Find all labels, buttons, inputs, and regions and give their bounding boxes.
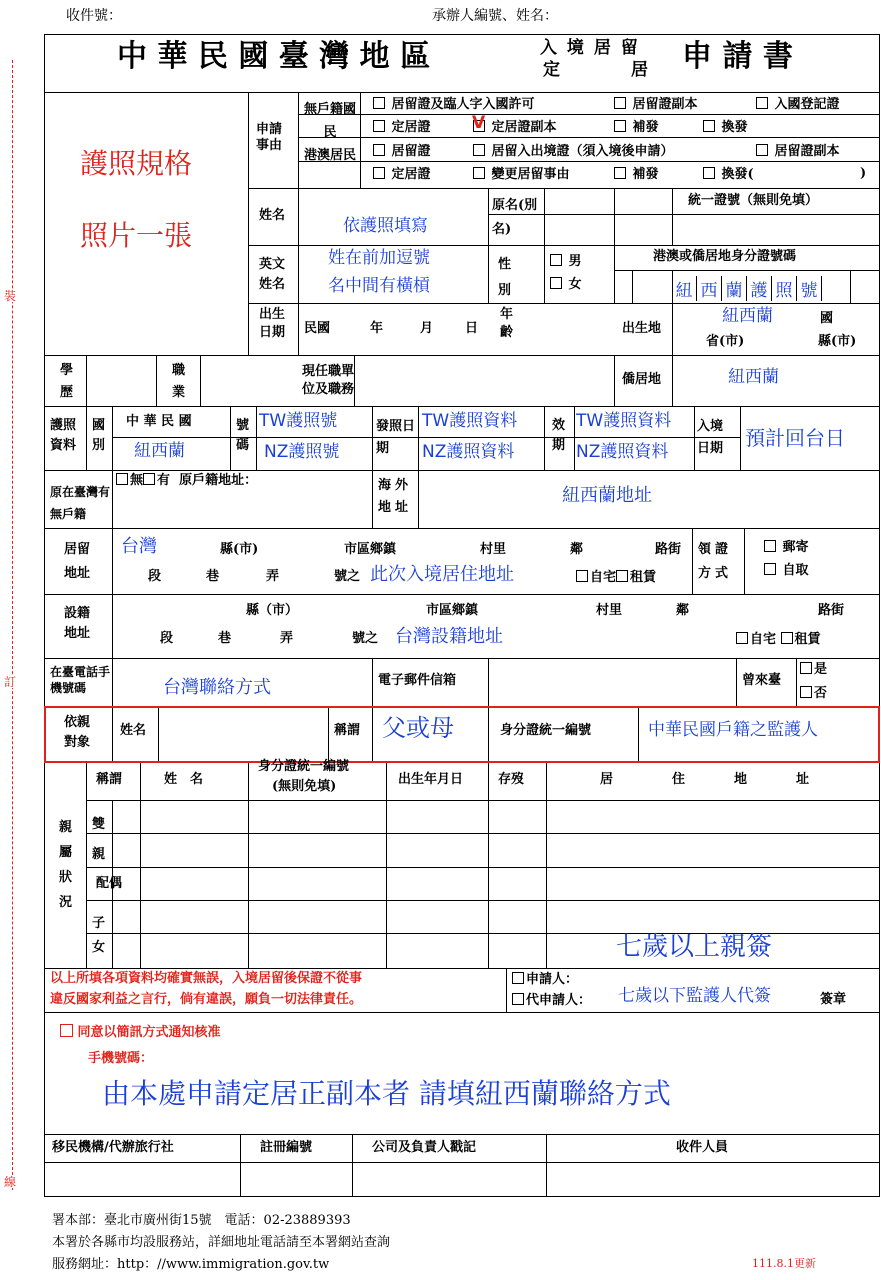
- valid-nz[interactable]: NZ護照資料: [576, 442, 669, 462]
- option-settlement-certificate[interactable]: 定居證: [373, 120, 431, 134]
- relatives-sign-note[interactable]: 七歲以上親簽: [616, 932, 773, 962]
- seal-label: 簽章: [820, 992, 847, 1007]
- birth-roc: 民國: [304, 321, 331, 336]
- passport-no-tw[interactable]: TW護照號: [259, 411, 338, 431]
- birth-place-label: 出生地: [622, 321, 662, 336]
- residence-label: 居留地址: [64, 542, 91, 581]
- relatives-side-label: 親屬狀況: [59, 820, 73, 910]
- pickup-method-label: 領證方式: [698, 542, 733, 581]
- pickup-mail-option[interactable]: 郵寄: [764, 540, 809, 554]
- option-entry-certificate[interactable]: 入國登記證: [756, 97, 840, 111]
- name-value[interactable]: 依護照填寫: [343, 216, 428, 236]
- reg-number: 號之: [352, 631, 379, 646]
- footer-col-stamp: 公司及負責人戳記: [372, 1140, 477, 1155]
- option-renew-1[interactable]: 換發: [703, 120, 748, 134]
- residence-lane: 巷: [206, 569, 220, 584]
- receipt-number-label: 收件號：: [66, 8, 122, 24]
- footer-col-agency: 移民機構/代辦旅行社: [52, 1140, 174, 1155]
- birth-month: 月: [420, 321, 434, 336]
- phone-label: 在臺電話手機號碼: [50, 665, 111, 695]
- residence-section: 段: [148, 569, 162, 584]
- residence-town: 市區鄉鎮: [344, 542, 397, 557]
- residence-taiwan[interactable]: 台灣: [121, 536, 157, 557]
- footer-version: 111.8.1更新: [752, 1257, 816, 1270]
- reg-village: 村里: [596, 603, 623, 618]
- birth-day: 日: [465, 321, 479, 336]
- relatives-header-id: 身分證統一編號: [258, 759, 350, 774]
- footer-website[interactable]: 服務網址：http：//www.immigration.gov.tw: [52, 1257, 330, 1272]
- footer-stations: 本署於各縣市均設服務站，詳細地址電話請至本署網站查詢: [52, 1235, 391, 1250]
- footer-col-receiver: 收件人員: [676, 1140, 729, 1155]
- footer-address: 署本部：臺北市廣州街15號 電話：02-23889393: [52, 1213, 351, 1228]
- sms-note[interactable]: 由本處申請定居正副本者 請填紐西蘭聯絡方式: [102, 1077, 671, 1110]
- work-unit-label: 現任職單位及職務: [302, 364, 355, 397]
- agent-value[interactable]: 七歲以下監護人代簽: [618, 986, 771, 1006]
- relatives-header-title: 稱謂: [96, 772, 123, 787]
- checkmark-icon: V: [472, 113, 486, 133]
- form-title-small-right: 居: [631, 60, 648, 80]
- been-no-option[interactable]: 否: [800, 686, 827, 700]
- passport-label: 護照資料: [50, 418, 77, 453]
- birth-country: 國: [820, 311, 834, 326]
- passport-nation-label: 國別: [92, 418, 106, 453]
- sex-male-option[interactable]: 男: [550, 254, 582, 268]
- residence-village: 村里: [480, 542, 507, 557]
- photo-note-line2: 照片一張: [80, 219, 193, 252]
- option-renew-2[interactable]: 換發(: [703, 167, 754, 181]
- photo-note-line1: 護照規格: [80, 147, 193, 180]
- relatives-header-addr-3: 地: [734, 772, 748, 787]
- form-title-main: 中 華 民 國 臺 灣 地 區: [117, 39, 431, 74]
- passport-no-label: 號碼: [236, 418, 250, 453]
- reg-section: 段: [160, 631, 174, 646]
- application-reason-label: 申請事由: [256, 122, 283, 153]
- group2-label: 港澳居民: [304, 148, 357, 163]
- original-name-label: 原名(別名): [492, 198, 538, 237]
- reg-value[interactable]: 台灣設籍地址: [395, 626, 503, 647]
- birth-place-value[interactable]: 紐西蘭: [722, 306, 773, 326]
- reg-alley: 弄: [280, 631, 294, 646]
- relatives-header-addr-4: 址: [796, 772, 810, 787]
- dependent-name-label: 姓名: [120, 723, 147, 738]
- valid-label: 效期: [552, 418, 566, 453]
- option-reissue-1[interactable]: 補發: [614, 120, 659, 134]
- option-settlement-copy[interactable]: V 定居證副本: [472, 113, 557, 135]
- residence-alley: 弄: [266, 569, 280, 584]
- dependent-title-value[interactable]: 父或母: [382, 714, 454, 742]
- english-name-label: 英文姓名: [259, 257, 286, 292]
- relatives-header-id-note: (無則免填): [272, 779, 337, 794]
- form-title-small-top: 入 境 居 留: [540, 38, 640, 58]
- birth-label: 出生日期: [259, 307, 286, 340]
- group1-label: 無戶籍國民: [304, 102, 357, 140]
- handler-label: 承辦人編號、姓名：: [432, 8, 558, 24]
- declaration-line1: 以上所填各項資料均確實無誤，入境居留後保證不從事: [50, 971, 363, 986]
- dependent-id-value[interactable]: 中華民國戶籍之監護人: [648, 720, 818, 740]
- occupation-label: 職業: [172, 363, 186, 400]
- option-hk-residence-copy[interactable]: 居留證副本: [756, 144, 840, 158]
- residence-neighbor: 鄰: [570, 542, 584, 557]
- relatives-parents-label: 雙親: [92, 817, 106, 862]
- sex-female-option[interactable]: 女: [550, 277, 582, 291]
- relatives-header-addr-1: 居: [600, 772, 614, 787]
- household-options[interactable]: 無 有 原戶籍地址：: [116, 473, 257, 487]
- residence-road: 路街: [655, 542, 682, 557]
- english-name-value-2[interactable]: 名中間有橫槓: [328, 276, 430, 296]
- agent-option[interactable]: 代申請人：: [512, 993, 591, 1007]
- overseas-residence-label: 僑居地: [622, 372, 662, 387]
- been-to-taiwan-label: 曾來臺: [742, 673, 782, 688]
- relatives-header-alive: 存歿: [498, 772, 525, 787]
- residence-number: 號之: [334, 569, 361, 584]
- uid-label: 統一證號（無則免填）: [688, 193, 819, 208]
- household-reg-label: 設籍地址: [64, 606, 91, 641]
- option-hk-exit-entry[interactable]: 居留入出境證（須入境後申請）: [473, 144, 674, 158]
- residence-own-rent[interactable]: 自宅 租賃: [576, 570, 656, 584]
- valid-tw[interactable]: TW護照資料: [576, 411, 672, 431]
- education-label: 學歷: [60, 363, 74, 400]
- overseas-residence-value[interactable]: 紐西蘭: [728, 367, 779, 387]
- pickup-self-option[interactable]: 自取: [764, 563, 809, 577]
- issue-date-tw[interactable]: TW護照資料: [422, 411, 518, 431]
- residence-value[interactable]: 此次入境居住地址: [370, 564, 514, 585]
- sms-mobile-label: 手機號碼：: [88, 1051, 154, 1066]
- relatives-header-addr-2: 住: [672, 772, 686, 787]
- form-title-tail: 申 請 書: [682, 39, 793, 74]
- household-label: 原在臺灣有無戶籍: [50, 485, 111, 521]
- binding-dashed-line: [12, 60, 13, 1190]
- binding-mark-1: 裝: [4, 289, 17, 303]
- overseas-address-value[interactable]: 紐西蘭地址: [562, 485, 652, 506]
- issue-date-nz[interactable]: NZ護照資料: [422, 442, 515, 462]
- reg-lane: 巷: [218, 631, 232, 646]
- relatives-header-name: 姓 名: [164, 772, 204, 787]
- passport-nation-roc: 中 華 民 國: [126, 414, 192, 429]
- option-reissue-2[interactable]: 補發: [614, 167, 659, 181]
- sms-agree-option[interactable]: 同意以簡訊方式通知核准: [60, 1024, 221, 1039]
- reg-own-rent[interactable]: 自宅 租賃: [736, 632, 821, 646]
- name-label: 姓名: [259, 208, 286, 223]
- option-hk-settlement[interactable]: 定居證: [373, 167, 431, 181]
- email-label: 電子郵件信箱: [378, 673, 457, 688]
- dependent-label: 依親對象: [64, 715, 91, 750]
- applicant-option[interactable]: 申請人：: [512, 972, 578, 986]
- phone-value[interactable]: 台灣聯絡方式: [163, 677, 271, 698]
- binding-mark-2: 訂: [4, 675, 17, 689]
- option-change-reason[interactable]: 變更居留事由: [473, 167, 570, 181]
- reg-town: 市區鄉鎮: [426, 603, 479, 618]
- issue-date-label: 發照日期: [376, 419, 416, 456]
- option-residence-permit[interactable]: 居留證及臨人字入國許可: [373, 97, 535, 111]
- sex-label: 性別: [498, 257, 512, 298]
- footer-col-register: 註冊編號: [260, 1140, 313, 1155]
- english-name-value-1[interactable]: 姓在前加逗號: [328, 248, 430, 268]
- dependent-title-label: 稱謂: [334, 723, 361, 738]
- entry-date-label: 入境日期: [697, 419, 724, 456]
- birth-county: 縣(市): [818, 334, 857, 349]
- reg-county: 縣（市）: [246, 603, 299, 618]
- passport-no-nz[interactable]: NZ護照號: [264, 442, 340, 462]
- been-yes-option[interactable]: 是: [800, 662, 827, 676]
- relatives-spouse-label: 配偶: [96, 876, 123, 891]
- passport-nation-nz[interactable]: 紐西蘭: [134, 441, 185, 461]
- overseas-address-label: 海外地址: [378, 478, 413, 515]
- relatives-header-birth: 出生年月日: [398, 772, 464, 787]
- declaration-line2: 違反國家利益之言行，倘有違誤，願負一切法律責任。: [50, 992, 363, 1007]
- entry-date-value[interactable]: 預計回台日: [745, 426, 845, 450]
- hk-id-cells[interactable]: 紐 西 蘭 護 照 號: [672, 276, 822, 301]
- dependent-id-label: 身分證統一編號: [500, 723, 592, 738]
- renew-close-paren: ): [860, 166, 867, 181]
- birth-year: 年: [370, 321, 384, 336]
- option-hk-residence[interactable]: 居留證: [373, 144, 431, 158]
- residence-county: 縣(市): [220, 542, 259, 557]
- form-title-small-left: 定: [543, 60, 560, 80]
- age-label: 年齡: [500, 307, 514, 340]
- option-residence-copy[interactable]: 居留證副本: [614, 97, 698, 111]
- binding-mark-3: 線: [4, 1175, 17, 1189]
- birth-province: 省(市): [706, 334, 745, 349]
- hk-id-label: 港澳或僑居地身分證號碼: [653, 249, 797, 264]
- relatives-children-label: 子女: [92, 916, 106, 955]
- reg-road: 路街: [818, 603, 845, 618]
- reg-neighbor: 鄰: [676, 603, 690, 618]
